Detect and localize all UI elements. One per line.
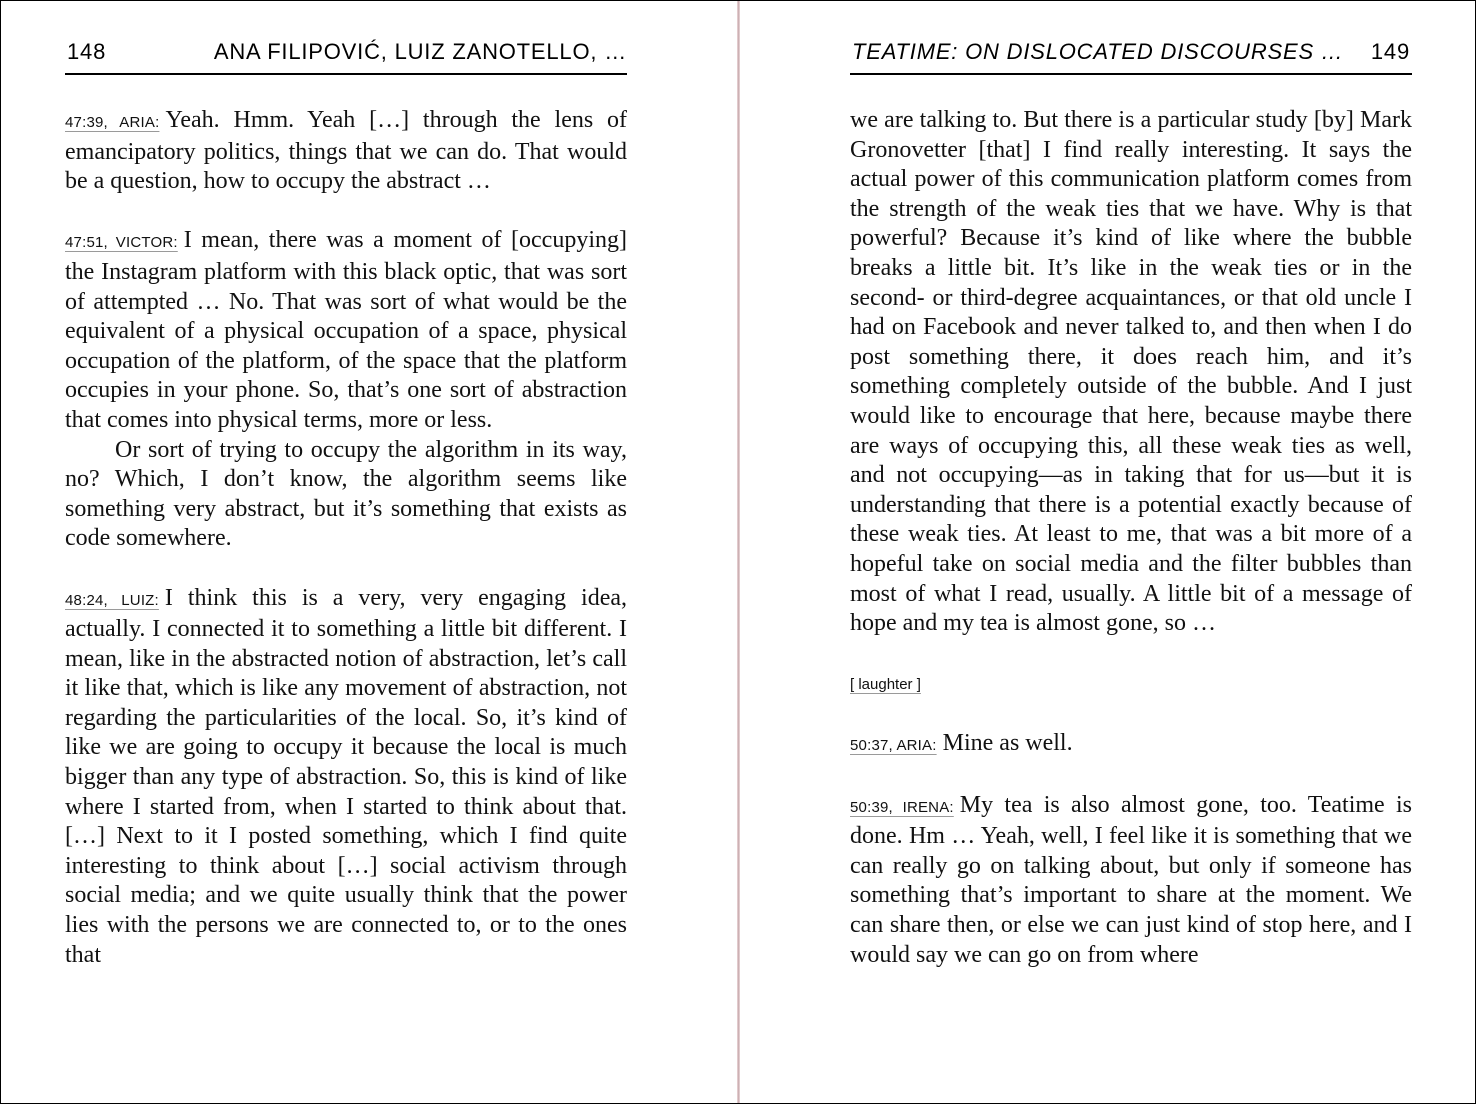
- dialogue-continuation: we are talking to. But there is a particular study [by] Mark Gronovetter [that] I find really interesting. It says the actual power of this communication platform comes from the strength of the weak ties that we have. Why is that powerful? Because it’s kind of like where the bubble breaks a little bit. It’s like in the weak ties or in the second- or third-degree acquaintances, or that old uncle I had on Facebook and never talked to, and then when I do post something there, it does reach him, and it’s something completely outside of the bubble. And I just would like to encourage that here, because maybe there are ways of occupying this, all these weak ties as well, and not occupying—as in taking that for us—but it is understanding that there is a potential exactly because of these weak ties. At least to me, that was a bit more of a hopeful take on social media and the filter bubbles than most of what I read, usually. A little bit of a message of hope and my tea is almost gone, so …: [850, 107, 1412, 637]
- dialogue-text: Mine as well.: [942, 730, 1073, 757]
- speaker-label: 48:24, LUIZ:: [65, 591, 159, 609]
- left-page-text: [65, 106, 627, 970]
- stage-direction-block: [850, 668, 1412, 700]
- dialogue-paragraph: Or sort of trying to occupy the algorithm in its way, no? Which, I don’t know, the algorithm seems like something very abstract, but it’s something that exists as code somewhere.: [65, 436, 627, 552]
- running-head-authors: ANA FILIPOVIĆ, LUIZ ZANOTELLO, …: [213, 39, 627, 64]
- page-number-right: 149: [1370, 39, 1410, 64]
- right-page-text: [850, 106, 1412, 970]
- book-gutter: [737, 1, 740, 1103]
- dialogue-text: My tea is also almost gone, too. Teatime is done. Hm … Yeah, well, I feel like it is something that we can really go on talking about, but only if someone has something that’s important to share at the moment. We can share then, or else we can just kind of stop here, and I would say we can go on from where: [850, 791, 1412, 968]
- running-head-left: [65, 37, 627, 75]
- dialogue-block: [850, 729, 1412, 761]
- dialogue-block: [65, 584, 627, 971]
- dialogue-block: [850, 791, 1412, 971]
- speaker-label: 47:51, VICTOR:: [65, 234, 178, 252]
- speaker-label: 50:37, ARIA:: [850, 737, 937, 755]
- page-number-left: 148: [67, 39, 107, 64]
- left-page: [65, 1, 627, 1103]
- right-page: [850, 1, 1412, 1103]
- dialogue-block: [65, 226, 627, 435]
- speaker-label: 50:39, IRENA:: [850, 798, 954, 816]
- dialogue-text: Yeah. Hmm. Yeah […] through the lens of emancipatory politics, things that we can do. That would be a question, how to occupy the abstract …: [65, 107, 627, 195]
- dialogue-text: I think this is a very, very engaging idea, actually. I connected it to something a little bit different. I mean, like in the abstracted notion of abstraction, let’s call it like that, which is like any movement of abstraction, not regarding the particularities of the local. So, it’s kind of like we are going to occupy it because the local is much bigger than any type of abstraction. So, this is kind of like where I started from, when I started to think about that. […] Next to it I posted something, which I find quite interesting to think about […] social activism through social media; and we quite usually think that the power lies with the persons we are connected to, or to the ones that: [65, 584, 627, 968]
- dialogue-block: [65, 106, 627, 197]
- speaker-label: 47:39, ARIA:: [65, 114, 160, 131]
- dialogue-text: I mean, there was a moment of [occupying] the Instagram platform with this black optic, that was sort of attempted … No. That was sort of what would be the equivalent of a physical occupation of a space, physical occupation of the platform, of the space that the platform occupies in your phone. So, that’s one sort of abstraction that comes into physical terms, more or less.: [65, 227, 627, 433]
- running-head-title: TEATIME: ON DISLOCATED DISCOURSES …: [852, 39, 1344, 64]
- stage-direction: [ laughter ]: [850, 676, 921, 694]
- running-head-right: [850, 37, 1412, 75]
